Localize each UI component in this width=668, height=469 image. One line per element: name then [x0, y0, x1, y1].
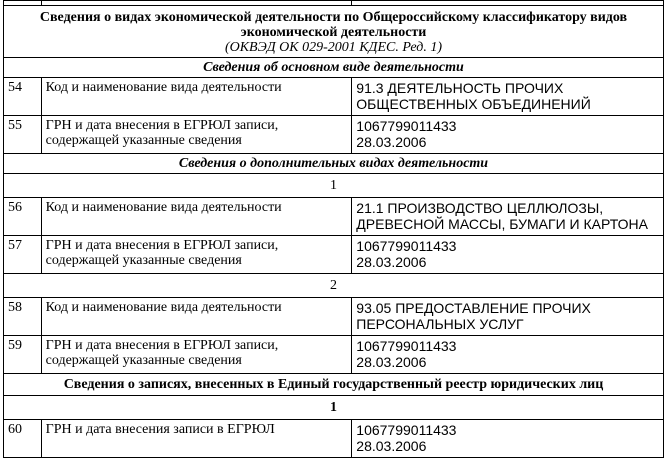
row-number: 57: [4, 236, 42, 274]
row-value: 1067799011433 28.03.2006: [352, 116, 664, 154]
section-title: Сведения о дополнительных видах деятельности: [4, 154, 664, 174]
row-value: 93.05 ПРЕДОСТАВЛЕНИЕ ПРОЧИХ ПЕРСОНАЛЬНЫХ УСЛУГ: [352, 298, 664, 336]
group-index-row: [4, 274, 664, 298]
row-label: Код и наименование вида деятельности: [41, 78, 352, 116]
row-label: ГРН и дата внесения в ЕГРЮЛ записи, содержащей указанные сведения: [41, 116, 352, 154]
table-row: [4, 116, 664, 154]
group-index: 2: [4, 274, 664, 298]
table-row: [4, 236, 664, 274]
row-number: 55: [4, 116, 42, 154]
table-row: [4, 336, 664, 374]
group-index: 1: [4, 174, 664, 198]
row-label: Код и наименование вида деятельности: [41, 298, 352, 336]
row-label: ГРН и дата внесения записи в ЕГРЮЛ: [41, 420, 352, 458]
row-number: 54: [4, 78, 42, 116]
table-header-row: [4, 6, 664, 58]
egrul-extract-sheet: [3, 0, 664, 458]
table-row: [4, 420, 664, 458]
row-value: 1067799011433 28.03.2006: [352, 236, 664, 274]
table-row: [4, 298, 664, 336]
row-label: ГРН и дата внесения в ЕГРЮЛ записи, содержащей указанные сведения: [41, 236, 352, 274]
row-value: 21.1 ПРОИЗВОДСТВО ЦЕЛЛЮЛОЗЫ, ДРЕВЕСНОЙ МАССЫ, БУМАГИ И КАРТОНА: [352, 198, 664, 236]
section-row-additional-activities: [4, 154, 664, 174]
classifier-reference: (ОКВЭД ОК 029-2001 КДЕС. Ред. 1): [224, 40, 442, 55]
row-label: Код и наименование вида деятельности: [41, 198, 352, 236]
section-row-main-activity: [4, 58, 664, 78]
activity-table: [3, 0, 664, 458]
row-value: 91.3 ДЕЯТЕЛЬНОСТЬ ПРОЧИХ ОБЩЕСТВЕННЫХ ОБЪЕДИНЕНИЙ: [352, 78, 664, 116]
row-label: ГРН и дата внесения в ЕГРЮЛ записи, содержащей указанные сведения: [41, 336, 352, 374]
row-value: 1067799011433 28.03.2006: [352, 336, 664, 374]
row-number: 56: [4, 198, 42, 236]
table-row: [4, 198, 664, 236]
table-header-cell: [4, 6, 664, 58]
table-row: [4, 78, 664, 116]
row-number: 58: [4, 298, 42, 336]
section-title: Сведения об основном виде деятельности: [4, 58, 664, 78]
table-title: Сведения о видах экономической деятельности по Общероссийскому классификатору видов экономической деятельности: [39, 10, 628, 40]
row-number: 59: [4, 336, 42, 374]
section-row-registry-records: [4, 374, 664, 396]
group-index: 1: [4, 396, 664, 420]
row-value: 1067799011433 28.03.2006: [352, 420, 664, 458]
group-index-row: [4, 396, 664, 420]
group-index-row: [4, 174, 664, 198]
row-number: 60: [4, 420, 42, 458]
section-title: Сведения о записях, внесенных в Единый государственный реестр юридических лиц: [4, 374, 664, 396]
